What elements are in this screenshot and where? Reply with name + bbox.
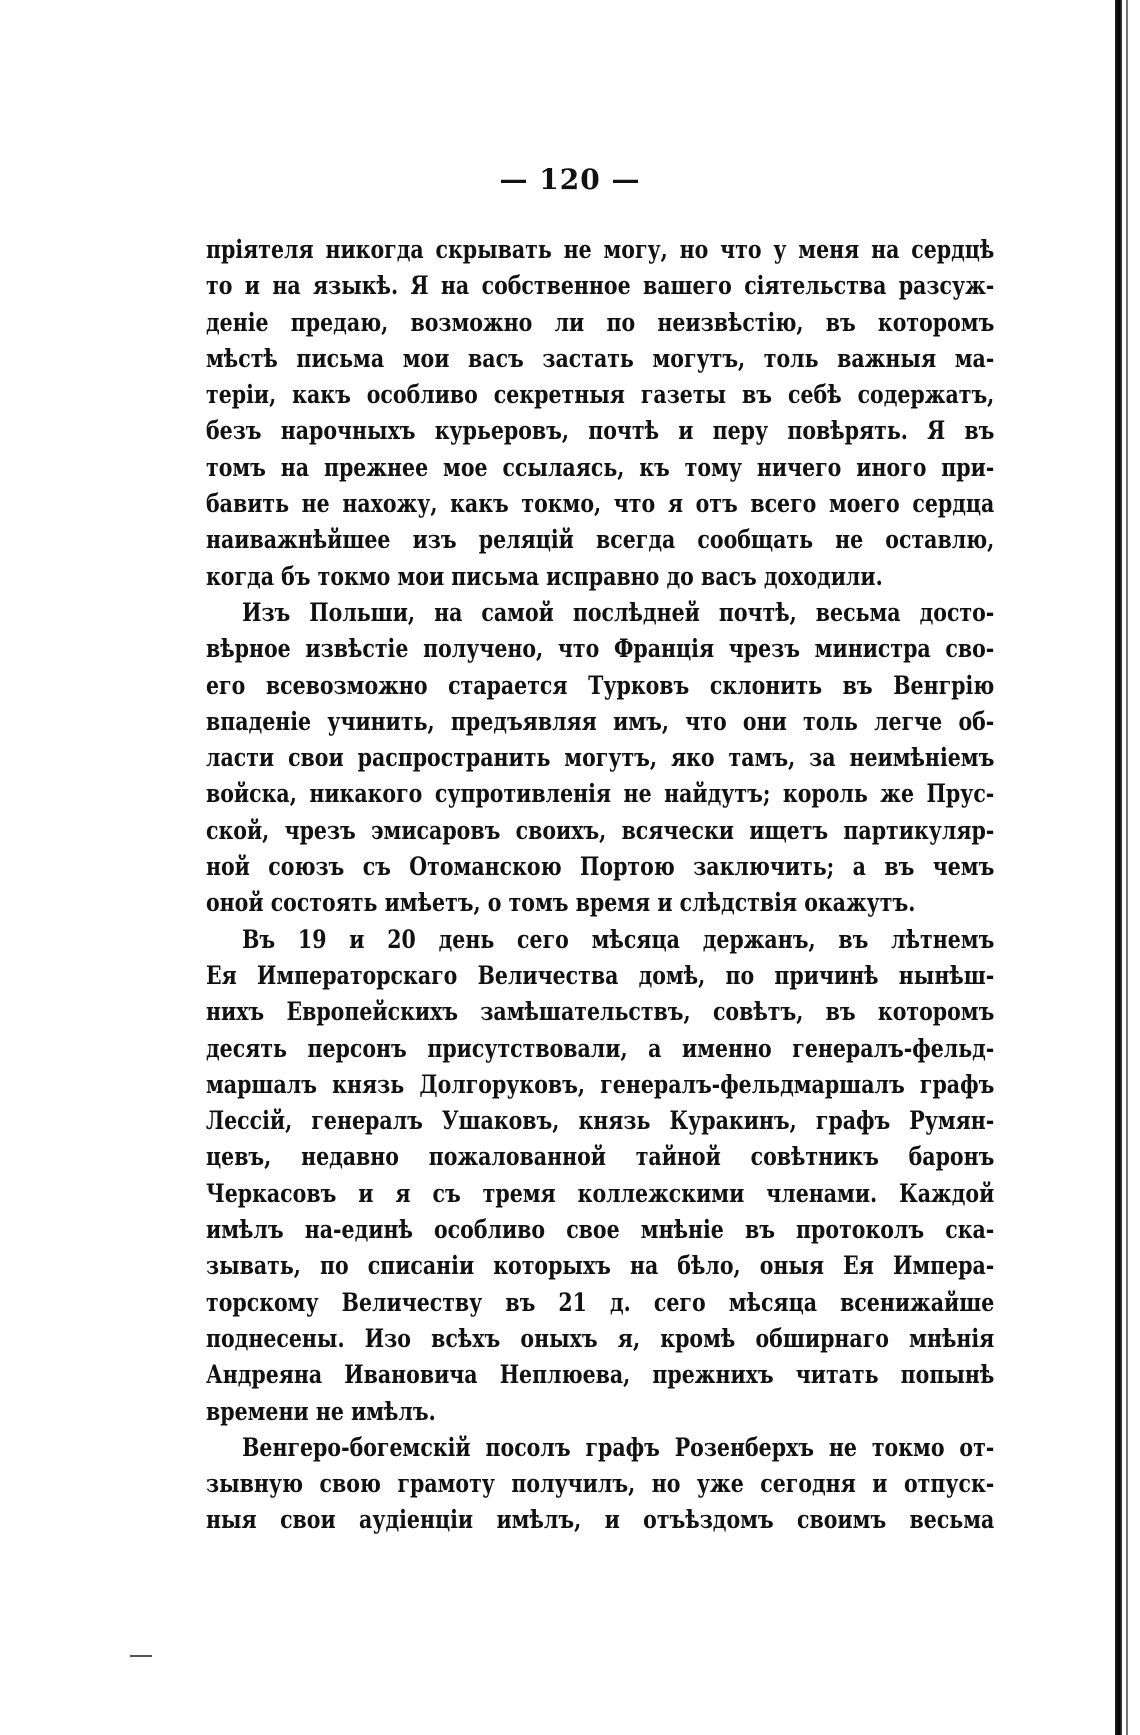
text-line: его всевозможно старается Турковъ склонить въ Венгрію: [206, 670, 995, 700]
text-line: ласти свои распространить могутъ, яко тамъ, за неимѣніемъ: [206, 743, 995, 773]
text-line: томъ на прежнее мое ссылаясь, къ тому ничего иного при-: [206, 452, 995, 482]
paragraph-start-line: Изъ Польши, на самой послѣдней почтѣ, весьма досто-: [242, 597, 995, 627]
paragraph-start-line: Въ 19 и 20 день сего мѣсяца держанъ, въ лѣтнемъ: [242, 924, 995, 954]
text-line: Ея Императорскаго Величества домѣ, по причинѣ нынѣш-: [206, 960, 995, 990]
text-line: зывную свою грамоту получилъ, но уже сегодня и отпуск-: [206, 1469, 995, 1499]
text-line: деніе предаю, возможно ли по неизвѣстію, въ которомъ: [206, 307, 995, 337]
text-line: Лессій, генералъ Ушаковъ, князь Куракинъ, графъ Румян-: [206, 1106, 995, 1136]
text-line: десять персонъ присутствовали, а именно генералъ-фельд-: [206, 1033, 995, 1063]
text-line: оной состоять имѣетъ, о томъ время и слѣдствія окажутъ.: [206, 888, 916, 918]
text-line: торскому Величеству въ 21 д. сего мѣсяца всенижайше: [206, 1287, 995, 1317]
text-line: мѣстѣ письма мои васъ застать могутъ, толь важныя ма-: [206, 343, 995, 373]
text-line: безъ нарочныхъ курьеровъ, почтѣ и перу повѣрять. Я въ: [206, 416, 995, 446]
text-line: бавить не нахожу, какъ токмо, что я отъ всего моего сердца: [206, 489, 995, 519]
text-line: цевъ, недавно пожалованной тайной совѣтникъ баронъ: [206, 1142, 995, 1172]
text-line: теріи, какъ особливо секретныя газеты въ себѣ содержатъ,: [206, 380, 995, 410]
text-line: наиважнѣйшее изъ реляцій всегда сообщать не оставлю,: [206, 525, 995, 555]
text-line: ской, чрезъ эмисаровъ своихъ, всячески ищетъ партикуляр-: [206, 815, 995, 845]
margin-mark: [130, 1655, 152, 1657]
text-line: впаденіе учинить, предъявляя имъ, что они толь легче об-: [206, 706, 995, 736]
text-line: ныя свои аудіенціи имѣлъ, и отъѣздомъ своимъ весьма: [206, 1505, 995, 1535]
text-line: ной союзъ съ Отоманскою Портою заключить; а въ чемъ: [206, 852, 995, 882]
text-line: Черкасовъ и я съ тремя коллежскими членами. Каждой: [206, 1178, 995, 1208]
text-line: когда бъ токмо мои письма исправно до васъ доходили.: [206, 561, 883, 591]
text-line: маршалъ князь Долгоруковъ, генералъ-фельдмаршалъ графъ: [206, 1069, 995, 1099]
text-line: войска, никакого супротивленія не найдутъ; король же Прус-: [206, 779, 995, 809]
paragraph-start-line: Венгеро-богемскій посолъ графъ Розенберхъ не токмо от-: [242, 1432, 995, 1462]
page-number: — 120 —: [499, 163, 641, 196]
text-line: вѣрное извѣстіе получено, что Францiя чрезъ министра сво-: [206, 634, 995, 664]
text-line: поднесены. Изо всѣхъ оныхъ я, кромѣ обширнаго мнѣнія: [206, 1323, 995, 1353]
body-text: [206, 232, 994, 1539]
text-line: нихъ Европейскихъ замѣшательствъ, совѣтъ, въ которомъ: [206, 997, 995, 1027]
text-line: пріятеля никогда скрывать не могу, но что у меня на сердцѣ: [206, 235, 995, 264]
page-binding-edge: [1115, 0, 1122, 1735]
text-line: зывать, по списаніи которыхъ на бѣло, оныя Ея Импера-: [206, 1251, 995, 1281]
text-line: времени не имѣлъ.: [206, 1396, 436, 1426]
page-binding-shadow: [1126, 0, 1128, 1735]
text-line: имѣлъ на-единѣ особливо свое мнѣніе въ протоколъ ска-: [206, 1215, 995, 1245]
text-line: то и на языкѣ. Я на собственное вашего сіятельства разсуж-: [206, 271, 995, 301]
text-line: Андреяна Ивановича Неплюева, прежнихъ читать попынѣ: [206, 1360, 995, 1390]
